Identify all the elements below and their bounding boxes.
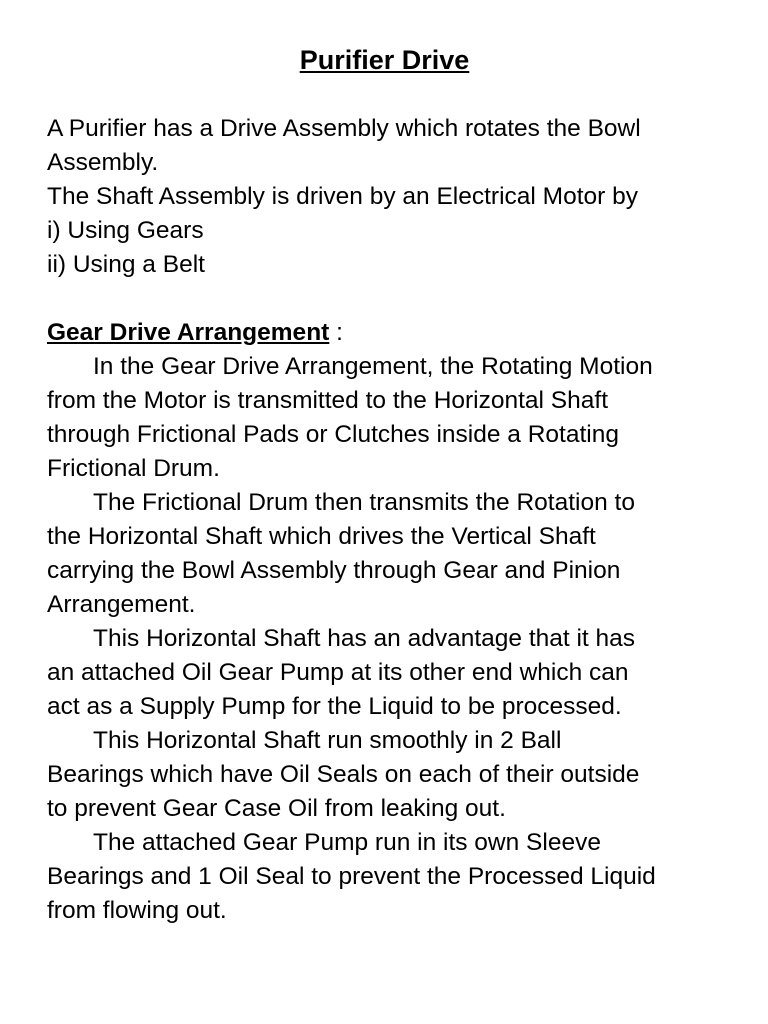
paragraph-line: from flowing out. — [47, 897, 227, 924]
paragraph — [47, 826, 722, 928]
paragraph-line: through Frictional Pads or Clutches inside a Rotating — [47, 421, 619, 448]
paragraph-line: to prevent Gear Case Oil from leaking out. — [47, 795, 506, 822]
paragraph-line: This Horizontal Shaft has an advantage that it has — [93, 625, 636, 652]
section-heading: Gear Drive Arrangement — [47, 319, 330, 346]
paragraph — [47, 350, 722, 486]
intro-line: A Purifier has a Drive Assembly which rotates the Bowl — [47, 115, 641, 142]
paragraph-line: act as a Supply Pump for the Liquid to be processed. — [47, 693, 622, 720]
section-heading-row — [47, 316, 722, 350]
paragraph-line: Arrangement. — [47, 591, 196, 618]
intro-block — [47, 112, 722, 282]
gear-drive-section — [47, 316, 722, 928]
document-title: Purifier Drive — [299, 45, 470, 75]
paragraph — [47, 486, 722, 622]
paragraph-line: the Horizontal Shaft which drives the Vertical Shaft — [47, 523, 596, 550]
paragraph-line: The attached Gear Pump run in its own Sleeve — [93, 829, 601, 856]
paragraph-line: Bearings and 1 Oil Seal to prevent the Processed Liquid — [47, 863, 656, 890]
paragraph-line: Frictional Drum. — [47, 455, 220, 482]
intro-line: Assembly. — [47, 149, 159, 176]
intro-line: ii) Using a Belt — [47, 251, 205, 278]
paragraph — [47, 724, 722, 826]
section-heading-suffix: : — [329, 319, 343, 346]
paragraph-line: The Frictional Drum then transmits the Rotation to — [93, 489, 635, 516]
paragraph-line: carrying the Bowl Assembly through Gear and Pinion — [47, 557, 621, 584]
spacer — [47, 282, 722, 316]
paragraph-line: from the Motor is transmitted to the Horizontal Shaft — [47, 387, 609, 414]
intro-line: i) Using Gears — [47, 217, 204, 244]
paragraph-line: This Horizontal Shaft run smoothly in 2 Ball — [93, 727, 562, 754]
paragraph-line: an attached Oil Gear Pump at its other end which can — [47, 659, 629, 686]
paragraph — [47, 622, 722, 724]
intro-line: The Shaft Assembly is driven by an Electrical Motor by — [47, 183, 638, 210]
paragraph-line: In the Gear Drive Arrangement, the Rotating Motion — [93, 353, 653, 380]
paragraph-line: Bearings which have Oil Seals on each of their outside — [47, 761, 640, 788]
